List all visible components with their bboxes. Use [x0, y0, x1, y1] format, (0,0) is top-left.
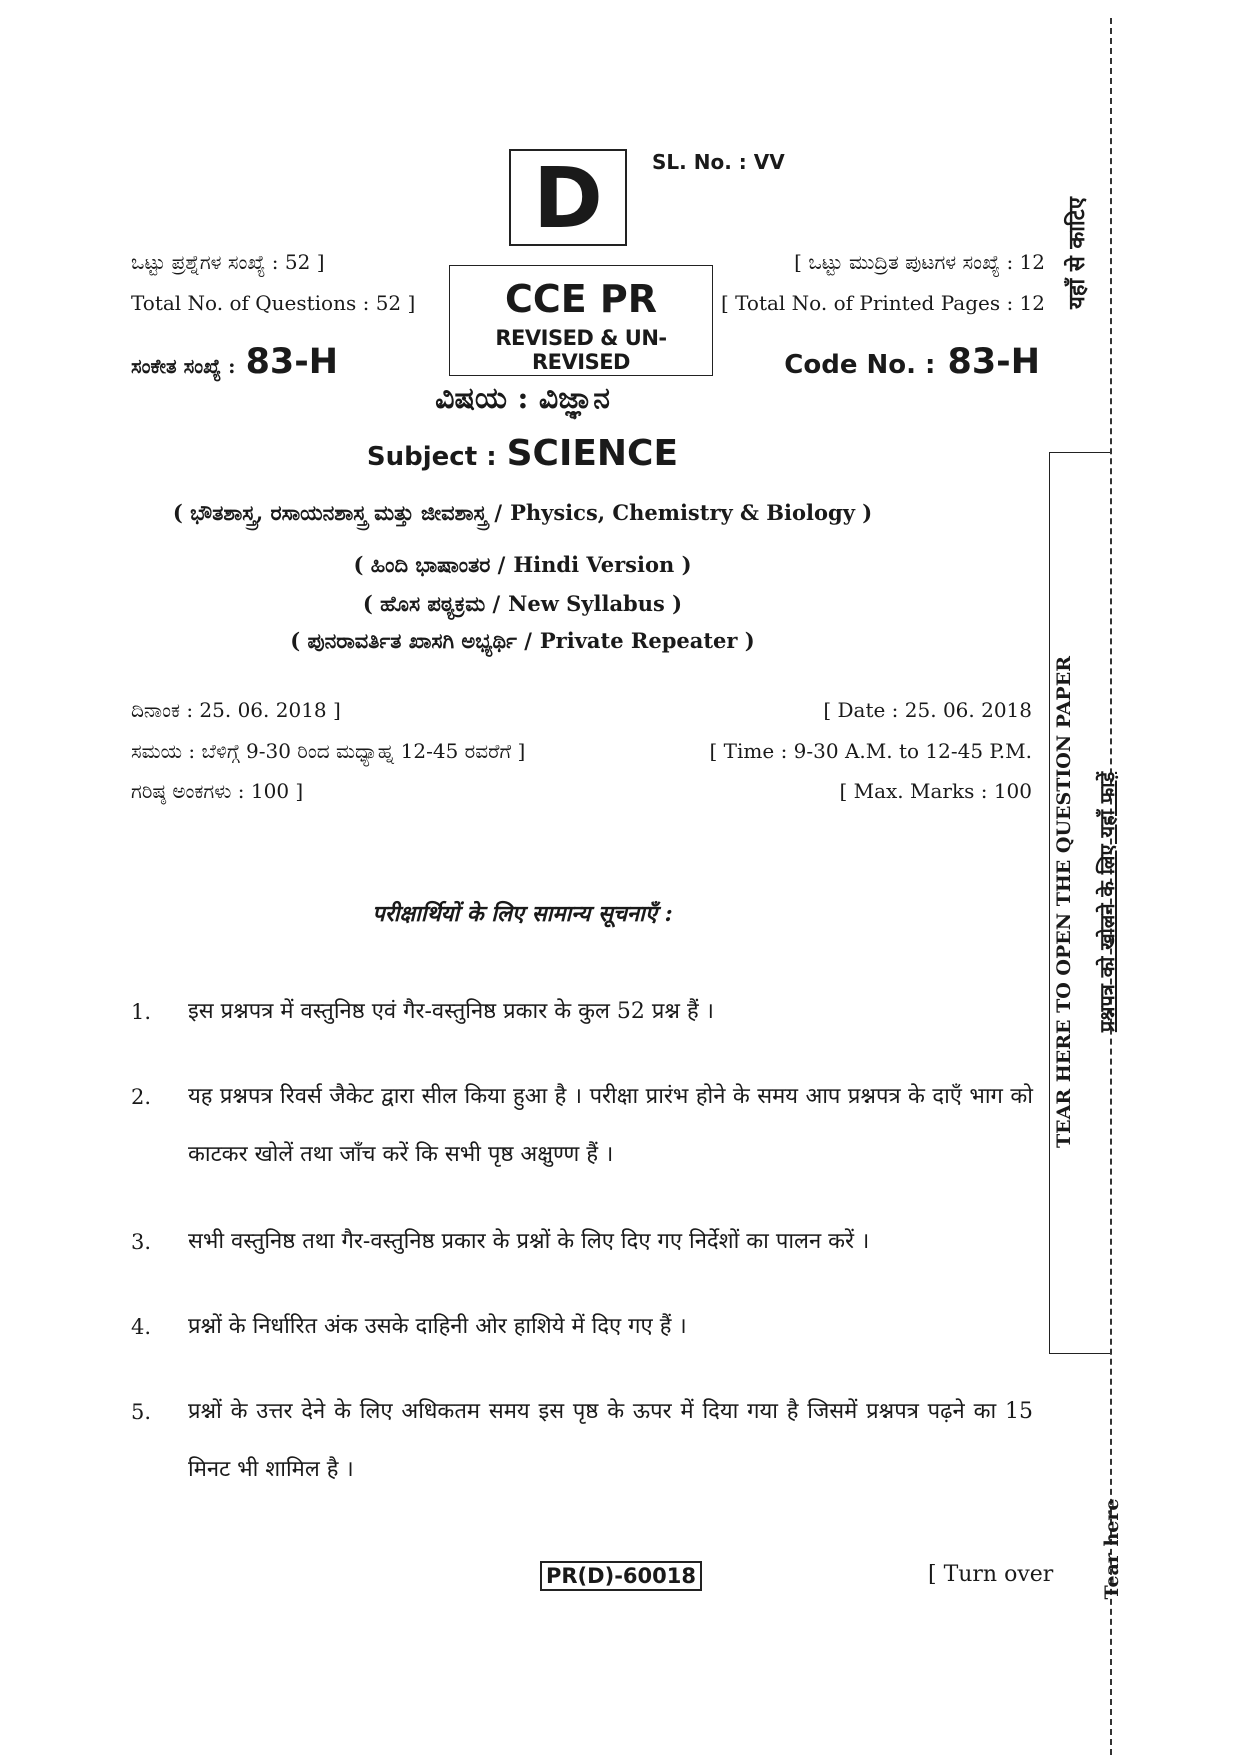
subject-en-value: SCIENCE: [506, 433, 679, 474]
instruction-number: 1.: [131, 1000, 152, 1024]
tear-here-label: Tear here: [1101, 1498, 1123, 1600]
paper-code: PR(D)-60018: [540, 1561, 702, 1591]
subject-en-label: Subject :: [366, 442, 497, 472]
serial-number: SL. No. : VV: [652, 150, 785, 174]
question-set-letter: D: [533, 148, 603, 247]
version-en: Hindi Version ): [513, 552, 692, 577]
candidate-kn: ( ಪುನರಾವರ್ತಿತ ಖಾಸಗಿ ಅಭ್ಯರ್ಥಿ /: [290, 628, 532, 653]
syllabus-row: [0, 591, 1045, 617]
cce-title: CCE PR: [504, 277, 658, 321]
turn-over: [ Turn over: [928, 1562, 1054, 1587]
code-kn-label: ಸಂಕೇತ ಸಂಖ್ಯೆ :: [131, 354, 236, 378]
candidate-en: Private Repeater ): [539, 628, 755, 653]
cce-subtitle: REVISED & UN-REVISED: [495, 325, 667, 374]
instructions-heading: परीक्षार्थियों के लिए सामान्य सूचनाएँ :: [372, 901, 673, 927]
marks-kn: ಗರಿಷ್ಠ ಅಂಕಗಳು : 100 ]: [131, 779, 304, 803]
instruction-text: प्रश्नों के निर्धारित अंक उसके दाहिनी ओर हाशिये में दिए गए हैं ।: [188, 1314, 687, 1339]
instruction-text: इस प्रश्नपत्र में वस्तुनिष्ठ एवं गैर-वस्तुनिष्ठ प्रकार के कुल 52 प्रश्न हैं ।: [188, 999, 714, 1024]
total-questions-en: Total No. of Questions : 52 ]: [131, 291, 416, 315]
printed-pages-en: [ Total No. of Printed Pages : 12: [720, 291, 1045, 315]
instruction-number: 2.: [131, 1085, 152, 1109]
code-kn-row: [131, 342, 338, 382]
tear-instruction-en: TEAR HERE TO OPEN THE QUESTION PAPER: [1053, 656, 1075, 1148]
instruction-number: 4.: [131, 1315, 152, 1339]
code-kn-value: 83-H: [245, 342, 339, 382]
date-en: [ Date : 25. 06. 2018: [823, 698, 1032, 722]
syllabus-en: New Syllabus ): [508, 591, 683, 616]
version-row: [0, 552, 1045, 578]
subject-en-row: [0, 433, 1045, 474]
instruction-text: सभी वस्तुनिष्ठ तथा गैर-वस्तुनिष्ठ प्रकार के प्रश्नों के लिए दिए गए निर्देशों का पालन करें ।: [188, 1229, 870, 1254]
code-en-label: Code No. :: [784, 350, 936, 380]
candidate-row: [0, 628, 1045, 654]
time-kn: ಸಮಯ : ಬೆಳಿಗ್ಗೆ 9-30 ರಿಂದ ಮಧ್ಯಾಹ್ನ 12-45 ರವರೆಗೆ ]: [131, 739, 526, 763]
subject-kn: ವಿಷಯ : ವಿಜ್ಞಾನ: [435, 381, 610, 416]
tear-instruction-hi: प्रश्नपत्र को खोलने के लिए यहाँ फाड़ें: [1095, 771, 1119, 1033]
syllabus-kn: ( ಹೊಸ ಪಠ್ಯಕ್ರಮ /: [362, 591, 501, 616]
instruction-text: प्रश्नों के उत्तर देने के लिए अधिकतम समय इस पृष्ठ के ऊपर में दिया गया है जिसमें प्रश्नपत्र पढ़ने का 15 मिनट भी शामिल है ।: [188, 1399, 1033, 1482]
cce-pr-box: [449, 265, 713, 376]
code-en-row: [784, 342, 1040, 382]
version-kn: ( ಹಿಂದಿ ಭಾಷಾಂತರ /: [353, 552, 506, 577]
date-kn: ದಿನಾಂಕ : 25. 06. 2018 ]: [131, 698, 341, 722]
branches-kn: ( ಭೌತಶಾಸ್ತ್ರ, ರಸಾಯನಶಾಸ್ತ್ರ ಮತ್ತು ಜೀವಶಾಸ್ತ್ರ /: [172, 500, 503, 525]
code-en-value: 83-H: [947, 342, 1040, 382]
printed-pages-kn: [ ಒಟ್ಟು ಮುದ್ರಿತ ಪುಟಗಳ ಸಂಖ್ಯೆ : 12: [794, 250, 1045, 274]
cut-here-hi: यहाँ से काटिए: [1064, 197, 1090, 309]
total-questions-kn: ಒಟ್ಟು ಪ್ರಶ್ನೆಗಳ ಸಂಖ್ಯೆ : 52 ]: [131, 250, 325, 274]
time-en: [ Time : 9-30 A.M. to 12-45 P.M.: [709, 739, 1032, 763]
marks-en: [ Max. Marks : 100: [839, 779, 1032, 803]
question-set-box: [509, 149, 627, 246]
branches-en: Physics, Chemistry & Biology ): [510, 500, 873, 525]
instruction-text: यह प्रश्नपत्र रिवर्स जैकेट द्वारा सील किया हुआ है । परीक्षा प्रारंभ होने के समय आप प्रश्नपत्र के दाएँ भाग को काटकर खोलें तथा जाँच करें कि सभी पृष्ठ अक्षुण्ण हैं ।: [188, 1084, 1033, 1167]
instruction-number: 5.: [131, 1400, 152, 1424]
branches-row: [0, 500, 1045, 526]
instruction-number: 3.: [131, 1230, 152, 1254]
